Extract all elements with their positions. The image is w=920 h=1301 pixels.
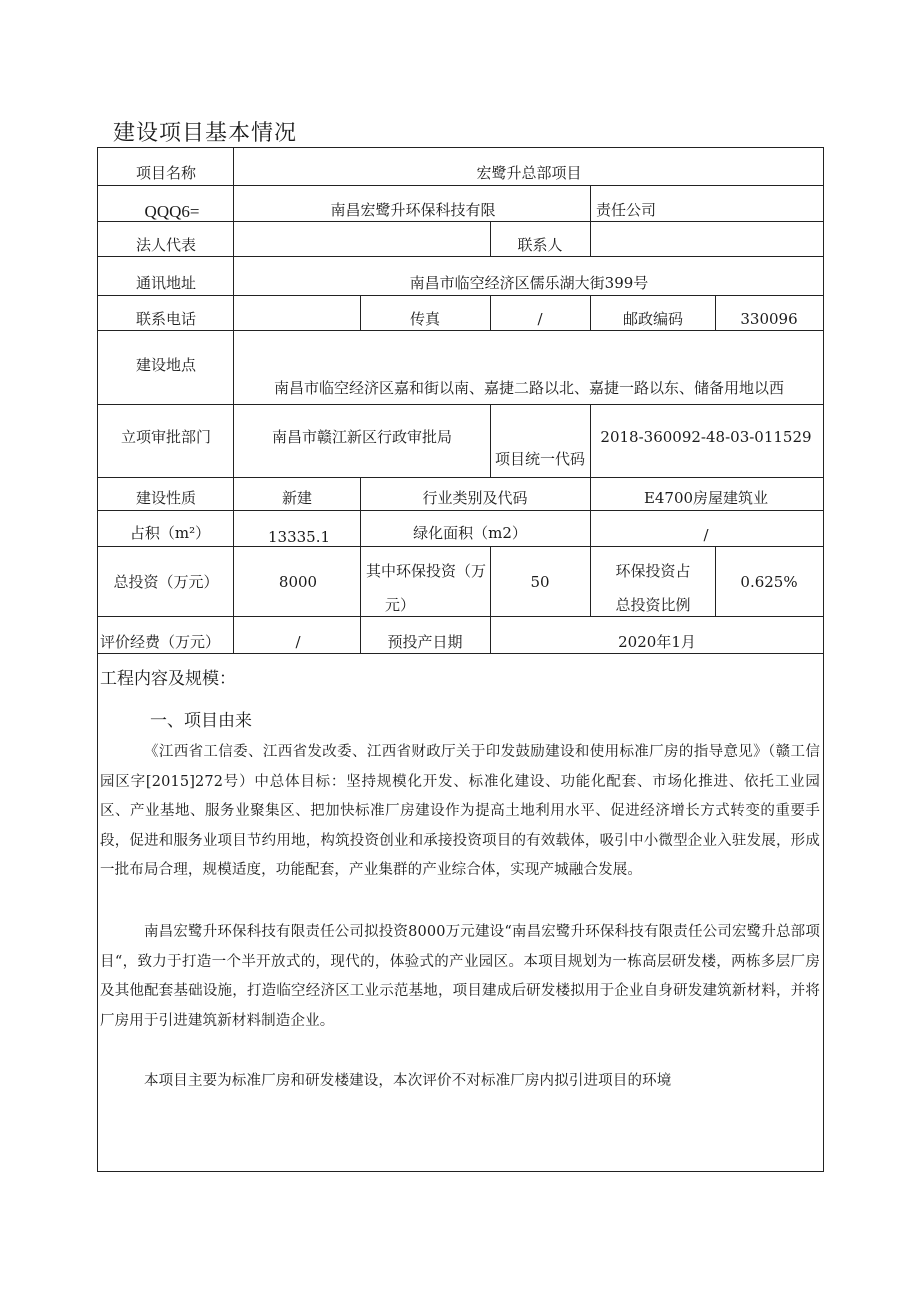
section-heading-origin: 一、项目由来 (150, 711, 252, 731)
fax-value: / (537, 310, 543, 328)
row-line (97, 330, 824, 331)
content-heading: 工程内容及规模： (100, 669, 236, 689)
row-line (97, 510, 824, 511)
builder-value-suffix: 责任公司 (595, 201, 657, 219)
col-line (233, 147, 234, 653)
nature-label: 建设性质 (135, 489, 197, 507)
builder-label: QQQ6= (144, 202, 200, 221)
row-line (97, 185, 824, 186)
col-line (490, 546, 491, 653)
col-line (590, 546, 591, 616)
address-label: 通讯地址 (135, 274, 197, 292)
green-area-value: / (703, 526, 709, 544)
legal-rep-label: 法人代表 (135, 236, 197, 254)
col-line (590, 185, 591, 256)
row-line (97, 221, 824, 222)
paragraph-scope: 本项目主要为标准厂房和研发楼建设，本次评价不对标准厂房内拟引进项目的环境 (144, 1073, 672, 1089)
row-line (97, 616, 824, 617)
contact-label: 联系人 (517, 236, 563, 254)
col-line (490, 221, 491, 256)
phone-label: 联系电话 (135, 310, 197, 328)
project-name-value: 宏鹭升总部项目 (476, 164, 582, 182)
env-ratio-label-cont: 总投资比例 (615, 596, 691, 614)
area-value: 13335.1 (267, 528, 331, 546)
postcode-value: 330096 (740, 310, 798, 328)
col-line (715, 295, 716, 330)
col-line (490, 295, 491, 330)
document-title: 建设项目基本情况 (113, 121, 298, 146)
project-name-label: 项目名称 (135, 164, 197, 182)
approval-dept-value: 南昌市赣江新区行政审批局 (271, 428, 453, 446)
col-line (360, 477, 361, 653)
nature-value: 新建 (281, 489, 313, 507)
industry-label: 行业类别及代码 (422, 489, 528, 507)
site-label: 建设地点 (135, 356, 197, 374)
col-line (590, 295, 591, 330)
project-code-label: 项目统一代码 (494, 450, 586, 468)
site-value: 南昌市临空经济区嘉和街以南、嘉捷二路以北、嘉捷一路以东、储备用地以西 (273, 379, 785, 397)
row-line (97, 256, 824, 257)
row-line (97, 404, 824, 405)
builder-value: 南昌宏鹭升环保科技有限 (330, 201, 496, 219)
eval-fee-value: / (295, 633, 301, 651)
paragraph-policy: 《江西省工信委、江西省发改委、江西省财政厅关于印发鼓励建设和使用标准厂房的指导意见》（赣工信园区字[2015]272号）中总体目标：坚持规模化开发、标准化建设、功能化配套、市场化推进、依托工业园区、产业基地、服务业聚集区、把加快标准厂房建设作为提高土地利用水平、促进经济增长方式转变的重要手段，促进和服务业项目节约用地，构筑投资创业和承接投资项目的有效载体，吸引中小微型企业入驻发展，形成一批布局合理，规模适度，功能配套，产业集群的产业综合体，实现产城融合发展。 (100, 744, 820, 878)
env-invest-label: 其中环保投资（万 (365, 562, 487, 580)
prod-date-value: 2020年1月 (618, 633, 696, 651)
area-label: 占积（m²） (129, 524, 211, 542)
project-code-value: 2018-360092-48-03-011529 (600, 428, 812, 446)
address-value: 南昌市临空经济区儒乐湖大街399号 (409, 274, 649, 292)
env-ratio-value: 0.625% (740, 573, 798, 591)
env-invest-value: 50 (530, 573, 550, 591)
total-invest-value: 8000 (278, 573, 318, 591)
row-line (97, 477, 824, 478)
eval-fee-label: 评价经费（万元） (99, 633, 221, 651)
paragraph-investment: 南昌宏鹭升环保科技有限责任公司拟投资8000万元建设“南昌宏鹭升环保科技有限责任公司宏鹭升总部项目“，致力于打造一个半开放式的，现代的，体验式的产业园区。本项目规划为一栋高层研发楼，两栋多层厂房及其他配套基础设施，打造临空经济区工业示范基地，项目建成后研发楼拟用于企业自身研发建筑新材料，并将厂房用于引进建筑新材料制造企业。 (100, 924, 820, 1029)
col-line (590, 510, 591, 546)
col-line (590, 404, 591, 477)
col-line (360, 295, 361, 330)
fax-label: 传真 (409, 310, 441, 328)
approval-dept-label: 立项审批部门 (120, 428, 212, 446)
prod-date-label: 预投产日期 (387, 633, 463, 651)
postcode-label: 邮政编码 (622, 310, 684, 328)
industry-value: E4700房屋建筑业 (643, 489, 769, 507)
green-area-label: 绿化面积（m2） (413, 524, 527, 542)
total-invest-label: 总投资（万元） (113, 573, 219, 591)
env-invest-label-cont: 元） (384, 596, 416, 614)
col-line (715, 546, 716, 616)
env-ratio-label: 环保投资占 (615, 562, 691, 580)
col-line (490, 404, 491, 477)
row-line (97, 653, 824, 654)
col-line (590, 477, 591, 510)
